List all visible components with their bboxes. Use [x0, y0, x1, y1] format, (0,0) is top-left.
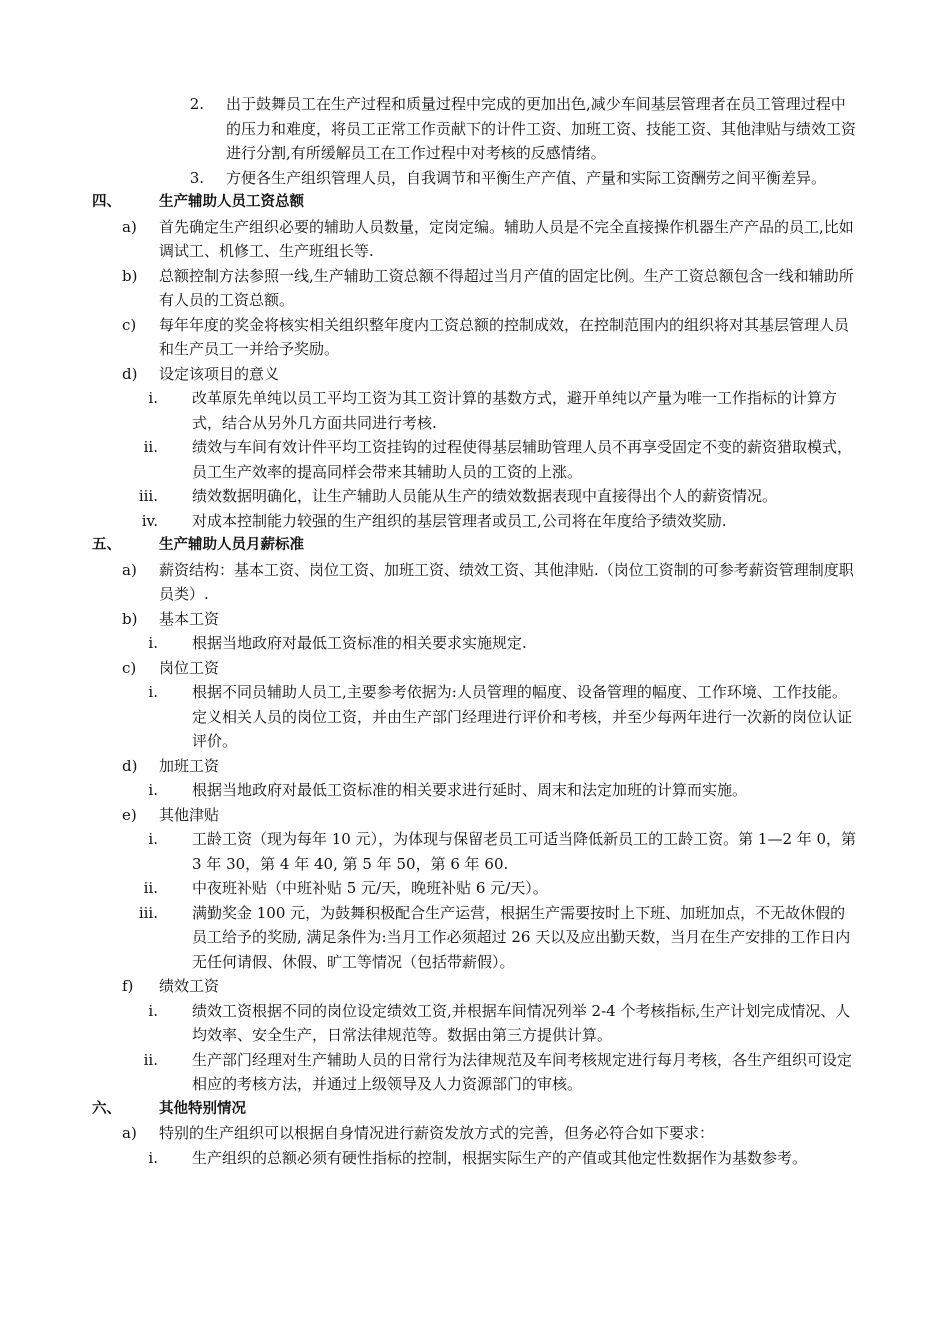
list-item-text: 绩效工资 — [159, 977, 220, 995]
list-marker: f) — [122, 977, 134, 995]
list-item-text: 特别的生产组织可以根据自身情况进行薪资发放方式的完善，但务必符合如下要求： — [159, 1124, 715, 1142]
list-item — [0, 484, 950, 509]
list-item-text: 加班工资 — [159, 756, 220, 775]
list-marker: ii. — [143, 438, 158, 456]
list-marker: ii. — [143, 1050, 158, 1069]
list-item — [0, 656, 950, 681]
list-item — [0, 1048, 950, 1097]
section-heading — [0, 533, 950, 558]
list-marker: 六、 — [92, 1100, 121, 1117]
list-item — [0, 607, 950, 632]
list-item — [0, 313, 950, 362]
list-item-text: 根据不同员辅助人员工,主要参考依据为:人员管理的幅度、设备管理的幅度、工作环境、工作技能。定义相关人员的岗位工资，并由生产部门经理进行评价和考核，并至少每两年进行一次新的岗位认证评价。 — [192, 683, 853, 750]
list-item-text: 设定该项目的意义 — [159, 364, 280, 383]
list-item — [0, 974, 950, 999]
list-marker: a) — [122, 1124, 137, 1142]
list-marker: i. — [148, 781, 158, 799]
list-item-text: 生产组织的总额必须有硬性指标的控制，根据实际生产的产值或其他定性数据作为基数参考。 — [192, 1148, 808, 1167]
list-marker: i. — [148, 1148, 158, 1167]
list-item-text: 基本工资 — [159, 609, 220, 628]
list-item — [0, 509, 950, 534]
list-item — [0, 827, 950, 876]
list-item-text: 改革原先单纯以员工平均工资为其工资计算的基数方式，避开单纯以产量为唯一工作指标的计算方式，结合从另外几方面共同进行考核. — [192, 389, 838, 432]
list-item — [0, 264, 950, 313]
list-item — [0, 754, 950, 779]
list-item-text: 对成本控制能力较强的生产组织的基层管理者或员工,公司将在年度给予绩效奖励. — [192, 511, 727, 530]
list-marker: 四、 — [92, 194, 121, 210]
list-item — [0, 166, 950, 191]
section-title: 生产辅助人员月薪标准 — [159, 537, 304, 553]
list-item — [0, 215, 950, 264]
list-marker: c) — [122, 658, 137, 677]
list-item — [0, 362, 950, 387]
list-item-text: 根据当地政府对最低工资标准的相关要求实施规定. — [192, 634, 527, 652]
list-item-text: 每年年度的奖金将核实相关组织整年度内工资总额的控制成效，在控制范围内的组织将对其基层管理人员和生产员工一并给予奖励。 — [159, 315, 850, 358]
list-item — [0, 901, 950, 975]
list-item — [0, 778, 950, 803]
list-item-text: 绩效与车间有效计件平均工资挂钩的过程使得基层辅助管理人员不再享受固定不变的薪资猎取模式，员工生产效率的提高同样会带来其辅助人员的工资的上涨。 — [192, 438, 853, 481]
list-marker: a) — [122, 217, 137, 236]
list-marker: c) — [122, 315, 137, 334]
list-marker: i. — [148, 634, 158, 652]
list-marker: 3. — [189, 168, 204, 187]
list-item-text: 满勤奖金 100 元，为鼓舞积极配合生产运营，根据生产需要按时上下班、加班加点，不无故休假的员工给予的奖励, 满足条件为:当月工作必须超过 26 天以及应出勤天数，当月在生产安排的工作日内无任何请假、休假、旷工等情况（包括带薪假）。 — [192, 903, 851, 971]
section-heading — [0, 190, 950, 215]
list-marker: 2. — [189, 95, 204, 113]
list-item — [0, 558, 950, 607]
list-item — [0, 435, 950, 484]
section-title: 其他特别情况 — [159, 1100, 246, 1117]
list-item — [0, 1121, 950, 1146]
list-item-text: 方便各生产组织管理人员，自我调节和平衡生产产值、产量和实际工资酬劳之间平衡差异。 — [226, 168, 827, 187]
list-marker: b) — [122, 266, 138, 285]
list-marker: e) — [122, 805, 137, 824]
list-marker: 五、 — [92, 537, 121, 553]
list-marker: i. — [148, 830, 158, 848]
list-item-text: 生产部门经理对生产辅助人员的日常行为法律规范及车间考核规定进行每月考核，各生产组织可设定相应的考核方法，并通过上级领导及人力资源部门的审核。 — [192, 1050, 853, 1093]
list-item-text: 绩效数据明确化，让生产辅助人员能从生产的绩效数据表现中直接得出个人的薪资情况。 — [192, 487, 778, 505]
list-item-text: 总额控制方法参照一线,生产辅助工资总额不得超过当月产值的固定比例。生产工资总额包含一线和辅助所有人员的工资总额。 — [159, 266, 854, 309]
list-marker: d) — [122, 756, 138, 775]
list-marker: i. — [148, 1001, 158, 1020]
list-marker: d) — [122, 364, 138, 383]
list-item-text: 薪资结构：基本工资、岗位工资、加班工资、绩效工资、其他津贴.（岗位工资制的可参考薪资管理制度职员类）. — [159, 560, 854, 603]
list-marker: iii. — [138, 903, 158, 922]
list-marker: i. — [148, 389, 158, 407]
document-page — [0, 92, 950, 1170]
list-item-text: 首先确定生产组织必要的辅助人员数量，定岗定编。辅助人员是不完全直接操作机器生产产品的员工,比如调试工、机修工、生产班组长等. — [159, 217, 854, 260]
list-item — [0, 631, 950, 656]
list-item — [0, 999, 950, 1048]
list-marker: i. — [148, 683, 158, 701]
list-marker: ii. — [143, 879, 158, 897]
list-item — [0, 680, 950, 754]
list-item — [0, 386, 950, 435]
list-item-text: 根据当地政府对最低工资标准的相关要求进行延时、周末和法定加班的计算而实施。 — [192, 781, 748, 799]
list-marker: iv. — [141, 511, 158, 530]
list-marker: iii. — [138, 487, 158, 505]
list-marker: b) — [122, 609, 138, 628]
section-heading — [0, 1097, 950, 1122]
list-item — [0, 92, 950, 166]
section-title: 生产辅助人员工资总额 — [159, 194, 304, 210]
list-item-text: 工龄工资（现为每年 10 元），为体现与保留老员工可适当降低新员工的工龄工资。第 1—2 年 0，第 3 年 30，第 4 年 40, 第 5 年 50，第 6 年 60. — [192, 830, 857, 873]
list-item — [0, 1146, 950, 1171]
list-item-text: 中夜班补贴（中班补贴 5 元/天，晚班补贴 6 元/天）。 — [192, 879, 548, 897]
list-item-text: 出于鼓舞员工在生产过程和质量过程中完成的更加出色,减少车间基层管理者在员工管理过程中的压力和难度，将员工正常工作贡献下的计件工资、加班工资、技能工资、其他津贴与绩效工资进行分割,有所缓解员工在工作过程中对考核的反感情绪。 — [226, 95, 857, 162]
list-item — [0, 876, 950, 901]
list-item-text: 其他津贴 — [159, 805, 220, 824]
list-item — [0, 803, 950, 828]
list-item-text: 绩效工资根据不同的岗位设定绩效工资,并根据车间情况列举 2-4 个考核指标,生产计划完成情况、人均效率、安全生产，日常法律规范等。数据由第三方提供计算。 — [192, 1001, 851, 1044]
list-marker: a) — [122, 560, 137, 579]
list-item-text: 岗位工资 — [159, 658, 220, 677]
